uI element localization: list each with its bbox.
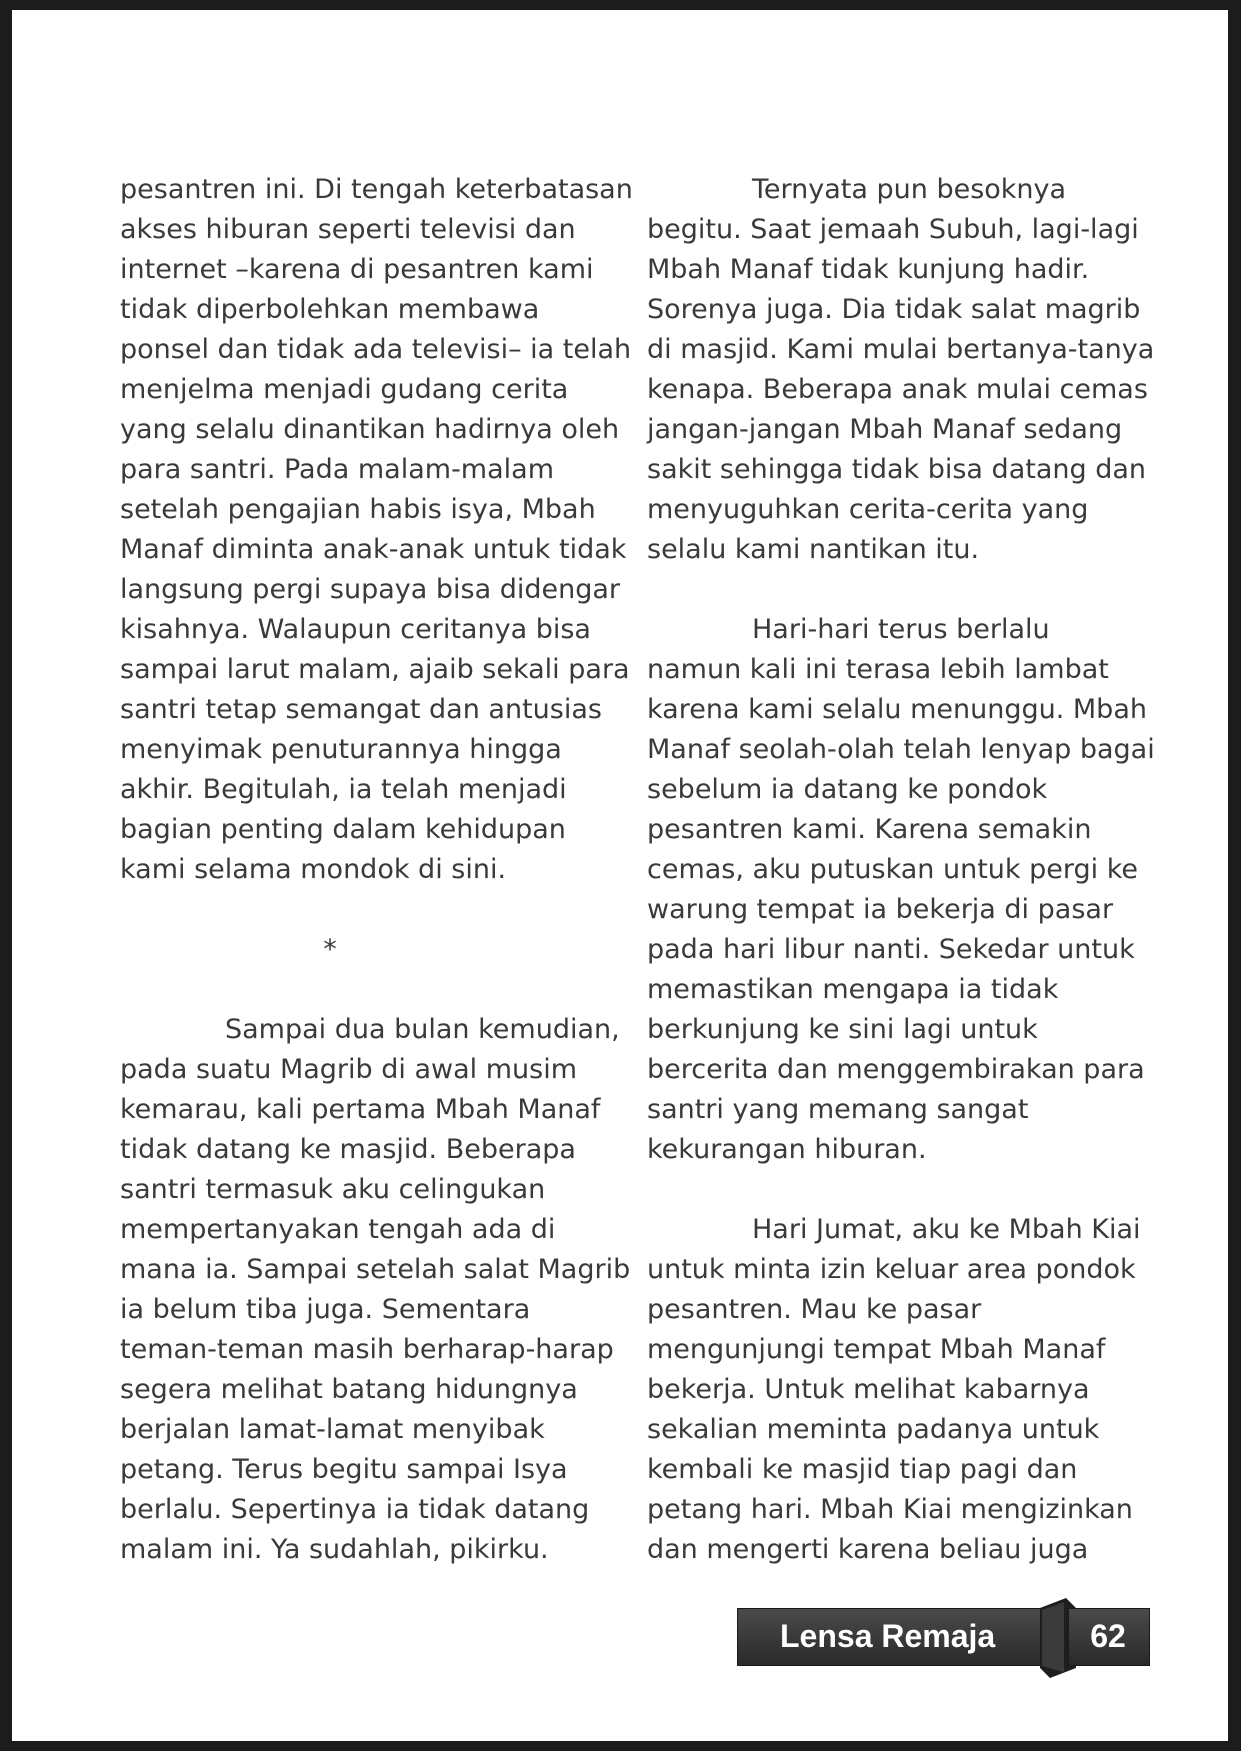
left-column <box>120 170 633 1570</box>
text-line: sebelum ia datang ke pondok <box>647 774 1048 805</box>
text-line: tidak datang ke masjid. Beberapa <box>120 1134 576 1165</box>
text-line: kekurangan hiburan. <box>647 1134 927 1165</box>
text-line: mana ia. Sampai setelah salat Magrib <box>120 1254 631 1285</box>
text-line: internet –karena di pesantren kami <box>120 254 594 285</box>
text-line: memastikan mengapa ia tidak <box>647 974 1059 1005</box>
text-line: akhir. Begitulah, ia telah menjadi <box>120 774 567 805</box>
text-line: Manaf diminta anak-anak untuk tidak <box>120 534 627 565</box>
text-line: para santri. Pada malam-malam <box>120 454 555 485</box>
text-line: akses hiburan seperti televisi dan <box>120 214 576 245</box>
text-line: Sorenya juga. Dia tidak salat magrib <box>647 294 1141 325</box>
text-line: teman-teman masih berharap-harap <box>120 1334 614 1365</box>
text-line: jangan-jangan Mbah Manaf sedang <box>647 414 1123 445</box>
text-line: pesantren kami. Karena semakin <box>647 814 1092 845</box>
footer-title: Lensa Remaja <box>780 1618 996 1654</box>
text-line: pesantren ini. Di tengah keterbatasan <box>120 174 633 205</box>
text-line: Mbah Manaf tidak kunjung hadir. <box>647 254 1090 285</box>
text-line: kenapa. Beberapa anak mulai cemas <box>647 374 1148 405</box>
text-line: ia belum tiba juga. Sementara <box>120 1294 531 1325</box>
text-line: santri termasuk aku celingukan <box>120 1174 546 1205</box>
page-number: 62 <box>1090 1618 1126 1654</box>
text-line: sekalian meminta padanya untuk <box>647 1414 1100 1445</box>
text-line: langsung pergi supaya bisa didengar <box>120 574 621 605</box>
text-line: untuk minta izin keluar area pondok <box>647 1254 1136 1285</box>
text-line: sampai larut malam, ajaib sekali para <box>120 654 630 685</box>
text-line: pada hari libur nanti. Sekedar untuk <box>647 934 1135 965</box>
text-line: Hari-hari terus berlalu <box>752 614 1050 645</box>
text-line: ponsel dan tidak ada televisi– ia telah <box>120 334 632 365</box>
text-line: warung tempat ia bekerja di pasar <box>647 894 1114 925</box>
text-line: Sampai dua bulan kemudian, <box>225 1014 620 1045</box>
text-line: cemas, aku putuskan untuk pergi ke <box>647 854 1139 885</box>
text-line: segera melihat batang hidungnya <box>120 1374 578 1405</box>
text-line: yang selalu dinantikan hadirnya oleh <box>120 414 620 445</box>
text-line: berkunjung ke sini lagi untuk <box>647 1014 1038 1045</box>
text-line: menjelma menjadi gudang cerita <box>120 374 569 405</box>
text-line: bercerita dan menggembirakan para <box>647 1054 1145 1085</box>
text-line: kisahnya. Walaupun ceritanya bisa <box>120 614 591 645</box>
text-line: santri yang memang sangat <box>647 1094 1029 1125</box>
text-line: setelah pengajian habis isya, Mbah <box>120 494 596 525</box>
text-line: petang hari. Mbah Kiai mengizinkan <box>647 1494 1133 1525</box>
text-line: dan mengerti karena beliau juga <box>647 1534 1089 1565</box>
text-line: karena kami selalu menunggu. Mbah <box>647 694 1147 725</box>
text-line: mengunjungi tempat Mbah Manaf <box>647 1334 1106 1365</box>
text-line: di masjid. Kami mulai bertanya-tanya <box>647 334 1155 365</box>
text-line: Manaf seolah-olah telah lenyap bagai <box>647 734 1155 765</box>
text-line: mempertanyakan tengah ada di <box>120 1214 556 1245</box>
text-line: begitu. Saat jemaah Subuh, lagi-lagi <box>647 214 1139 245</box>
text-line: petang. Terus begitu sampai Isya <box>120 1454 568 1485</box>
text-line: Hari Jumat, aku ke Mbah Kiai <box>752 1214 1141 1245</box>
text-line: kembali ke masjid tiap pagi dan <box>647 1454 1078 1485</box>
text-line: bagian penting dalam kehidupan <box>120 814 566 845</box>
text-line: Ternyata pun besoknya <box>752 174 1067 205</box>
text-line: malam ini. Ya sudahlah, pikirku. <box>120 1534 549 1565</box>
section-separator: * <box>323 934 337 965</box>
text-line: kemarau, kali pertama Mbah Manaf <box>120 1094 601 1125</box>
text-line: sakit sehingga tidak bisa datang dan <box>647 454 1146 485</box>
text-line: pesantren. Mau ke pasar <box>647 1294 982 1325</box>
text-line: bekerja. Untuk melihat kabarnya <box>647 1374 1090 1405</box>
text-line: tidak diperbolehkan membawa <box>120 294 540 325</box>
text-line: selalu kami nantikan itu. <box>647 534 980 565</box>
text-line: berjalan lamat-lamat menyibak <box>120 1414 545 1445</box>
text-line: menyimak penuturannya hingga <box>120 734 562 765</box>
text-line: kami selama mondok di sini. <box>120 854 507 885</box>
text-line: menyuguhkan cerita-cerita yang <box>647 494 1089 525</box>
text-line: berlalu. Sepertinya ia tidak datang <box>120 1494 590 1525</box>
right-column <box>647 170 1167 1570</box>
text-line: pada suatu Magrib di awal musim <box>120 1054 578 1085</box>
text-line: santri tetap semangat dan antusias <box>120 694 602 725</box>
text-line: namun kali ini terasa lebih lambat <box>647 654 1109 685</box>
